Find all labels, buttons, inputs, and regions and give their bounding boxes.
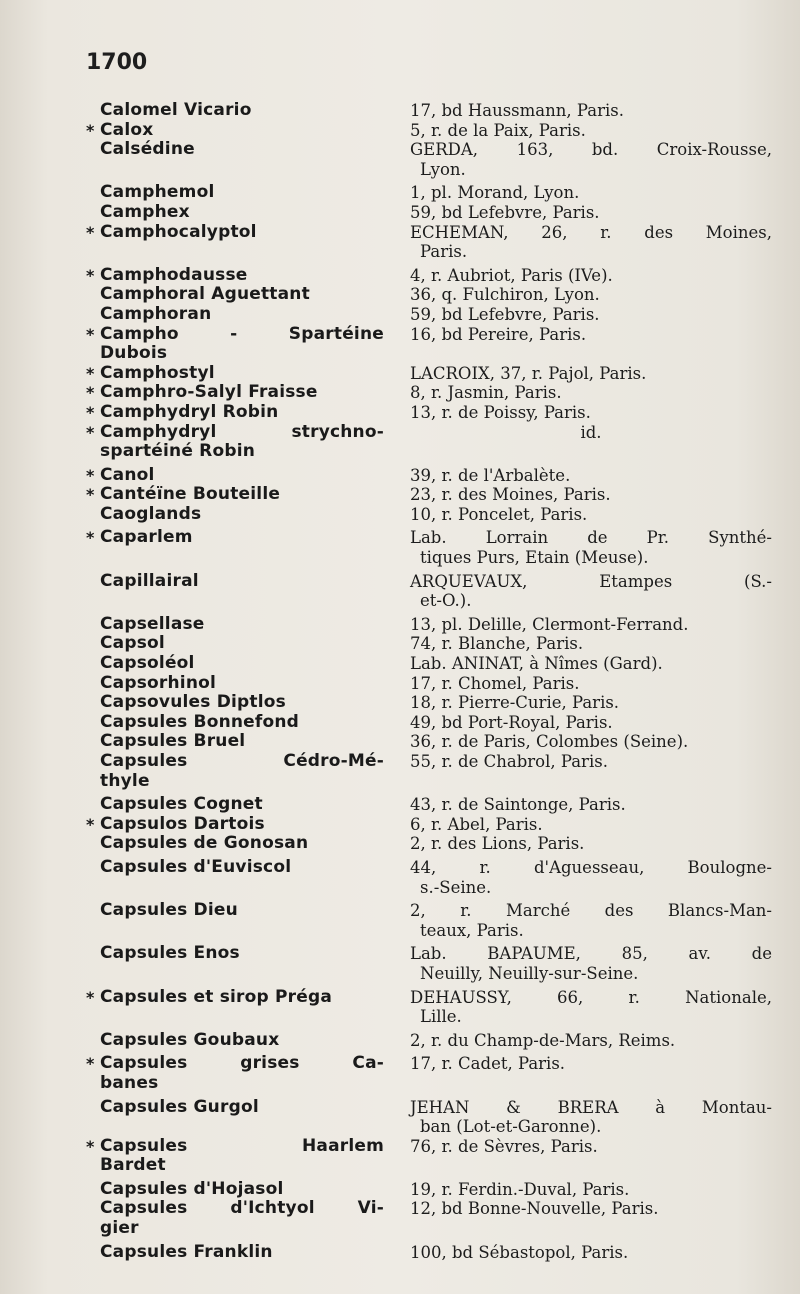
product-name-line: Capsules grises Ca- [100, 1053, 384, 1074]
product-name [84, 528, 384, 548]
address-line: LACROIX, 37, r. Pajol, Paris. [410, 363, 647, 383]
address [410, 732, 772, 752]
address-line: s.-Seine. [420, 877, 492, 897]
address [410, 285, 772, 305]
product-name-line: Camphodausse [100, 264, 248, 285]
address [410, 423, 772, 443]
address [410, 752, 772, 772]
product-name-line: Capsules de Gonosan [100, 833, 309, 854]
directory-entry [84, 1054, 774, 1093]
address-line: Lab. Lorrain de Pr. Synthé- [410, 528, 772, 548]
product-name [84, 1137, 384, 1176]
directory-entry [84, 572, 774, 611]
product-name-line: Camphex [100, 201, 190, 222]
product-name [84, 1054, 384, 1093]
address [410, 364, 772, 384]
product-name [84, 634, 384, 654]
address-line: Paris. [420, 242, 468, 262]
address-line: 76, r. de Sèvres, Paris. [410, 1136, 598, 1156]
asterisk-marker: * [86, 363, 95, 383]
address-line: 2, r. Marché des Blancs-Man- [410, 901, 772, 921]
product-name-line: Caparlem [100, 527, 193, 548]
asterisk-marker: * [86, 1136, 95, 1156]
directory-entry [84, 713, 774, 733]
product-name-line: Capsules Bonnefond [100, 711, 300, 732]
product-name-line: Calsédine [100, 139, 195, 160]
product-name [84, 403, 384, 423]
address-line: ARQUEVAUX, Etampes (S.- [410, 571, 772, 591]
product-name-line: Capsorhinol [100, 672, 217, 693]
directory-entry [84, 834, 774, 854]
asterisk-marker: * [86, 465, 95, 485]
address [410, 901, 772, 940]
directory-entry [84, 1098, 774, 1137]
product-name [84, 1031, 384, 1051]
address-line: 8, r. Jasmin, Paris. [410, 383, 562, 403]
product-name-line: Camphostyl [100, 362, 215, 383]
product-name [84, 572, 384, 592]
directory-entry [84, 1199, 774, 1238]
product-name [84, 383, 384, 403]
address-line: 55, r. de Chabrol, Paris. [410, 752, 608, 771]
directory-entry [84, 815, 774, 835]
directory-entry [84, 423, 774, 462]
product-name-line: Capsules Haarlem [100, 1135, 384, 1156]
address-line: Lyon. [420, 159, 466, 179]
address-line: id. [580, 422, 602, 442]
product-name [84, 121, 384, 141]
product-name-line: Dubois [100, 343, 168, 364]
product-name [84, 944, 384, 964]
address [410, 528, 772, 567]
address-line: GERDA, 163, bd. Croix-Rousse, [410, 140, 772, 160]
directory-entry [84, 505, 774, 525]
product-name-line: Camphoran [100, 303, 212, 324]
address-line: 12, bd Bonne-Nouvelle, Paris. [410, 1199, 659, 1219]
asterisk-marker: * [86, 222, 95, 242]
address [410, 615, 772, 635]
address-line: 2, r. du Champ-de-Mars, Reims. [410, 1030, 676, 1050]
product-name [84, 654, 384, 674]
address-line: 44, r. d'Aguesseau, Boulogne- [410, 857, 772, 877]
address [410, 466, 772, 486]
address-line: 23, r. des Moines, Paris. [410, 485, 611, 505]
product-name-line: Capsules Franklin [100, 1241, 273, 1262]
address [410, 634, 772, 654]
address [410, 795, 772, 815]
directory-entry [84, 1180, 774, 1200]
asterisk-marker: * [86, 402, 95, 422]
product-name-line: Capsules d'Ichtyol Vi- [100, 1198, 384, 1219]
directory-entry [84, 858, 774, 897]
address [410, 121, 772, 141]
product-name-line: Capsoléol [100, 653, 195, 674]
address [410, 674, 772, 694]
address [410, 203, 772, 223]
address-line: 4, r. Aubriot, Paris (IVe). [410, 265, 613, 285]
address [410, 1031, 772, 1051]
product-name-line: Capsules Cognet [100, 794, 263, 815]
product-name [84, 693, 384, 713]
asterisk-marker: * [86, 528, 95, 548]
product-name [84, 713, 384, 733]
product-name-line: Capsules d'Hojasol [100, 1178, 284, 1199]
product-name-line: Camphydryl strychno- [100, 421, 384, 442]
directory-entry [84, 183, 774, 203]
address-line: Lille. [420, 1007, 462, 1027]
product-name-line: Calomel Vicario [100, 100, 252, 120]
product-name-line: Capsulos Dartois [100, 813, 265, 834]
address [410, 815, 772, 835]
product-name [84, 834, 384, 854]
product-name-line: Capsules Cédro-Mé- [100, 751, 384, 771]
directory-entry [84, 364, 774, 384]
directory-entry [84, 101, 774, 121]
product-name [84, 101, 384, 121]
address-line: 1, pl. Morand, Lyon. [410, 183, 580, 203]
directory-entry [84, 266, 774, 286]
product-name-line: Canol [100, 464, 155, 485]
product-name-line: gier [100, 1218, 139, 1239]
address-line: 74, r. Blanche, Paris. [410, 634, 584, 654]
asterisk-marker: * [86, 422, 95, 442]
product-name [84, 815, 384, 835]
product-name-line: banes [100, 1072, 159, 1093]
address-line: 19, r. Ferdin.-Duval, Paris. [410, 1179, 630, 1199]
product-name [84, 485, 384, 505]
product-name-line: Capillairal [100, 570, 199, 591]
product-name [84, 1180, 384, 1200]
directory-entry [84, 1137, 774, 1176]
address [410, 403, 772, 423]
address [410, 383, 772, 403]
product-name [84, 183, 384, 203]
asterisk-marker: * [86, 987, 95, 1007]
directory-entry [84, 305, 774, 325]
directory-entry [84, 466, 774, 486]
asterisk-marker: * [86, 383, 95, 403]
address-line: 36, r. de Paris, Colombes (Seine). [410, 732, 689, 752]
product-name [84, 325, 384, 364]
asterisk-marker: * [86, 1054, 95, 1074]
address [410, 183, 772, 203]
directory-entry [84, 383, 774, 403]
product-name [84, 203, 384, 223]
directory-entry [84, 732, 774, 752]
product-name-line: Capsellase [100, 613, 205, 634]
address-line: et-O.). [420, 591, 472, 611]
directory-entry [84, 528, 774, 567]
address-line: DEHAUSSY, 66, r. Nationale, [410, 987, 772, 1007]
product-name-line: Camphoral Aguettant [100, 284, 310, 305]
directory-entry [84, 1031, 774, 1051]
directory-entry [84, 901, 774, 940]
asterisk-marker: * [86, 120, 95, 140]
address [410, 944, 772, 983]
directory-entry [84, 485, 774, 505]
address-line: ECHEMAN, 26, r. des Moines, [410, 222, 772, 242]
address-line: 10, r. Poncelet, Paris. [410, 504, 588, 524]
address [410, 140, 772, 179]
product-name-line: Capsules d'Euviscol [100, 856, 292, 877]
product-name [84, 266, 384, 286]
address-line: 100, bd Sébastopol, Paris. [410, 1242, 629, 1262]
directory-entry [84, 285, 774, 305]
address-line: 2, r. des Lions, Paris. [410, 834, 585, 854]
product-name [84, 364, 384, 384]
product-name [84, 223, 384, 243]
address [410, 1054, 772, 1074]
product-name-line: Bardet [100, 1155, 166, 1176]
asterisk-marker: * [86, 265, 95, 285]
address [410, 1180, 772, 1200]
product-name [84, 901, 384, 921]
product-name-line: spartéiné Robin [100, 441, 256, 462]
address-line: tiques Purs, Etain (Meuse). [420, 548, 649, 568]
product-name-line: Capsules Goubaux [100, 1029, 280, 1050]
directory-entry [84, 1243, 774, 1263]
directory-entry [84, 944, 774, 983]
address-line: 39, r. de l'Arbalète. [410, 465, 571, 485]
product-name [84, 140, 384, 160]
directory-entry [84, 674, 774, 694]
product-name-line: Camphydryl Robin [100, 401, 279, 422]
address-line: teaux, Paris. [420, 920, 524, 940]
address-line: Lab. ANINAT, à Nîmes (Gard). [410, 654, 663, 674]
product-name [84, 285, 384, 305]
address [410, 1137, 772, 1157]
address [410, 988, 772, 1027]
address [410, 223, 772, 262]
address [410, 1098, 772, 1137]
address-line: Lab. BAPAUME, 85, av. de [410, 944, 772, 964]
product-name-line: Camphemol [100, 182, 215, 203]
address [410, 572, 772, 611]
address [410, 485, 772, 505]
address-line: 13, r. de Poissy, Paris. [410, 402, 591, 422]
product-name-line: Capsules Gurgol [100, 1096, 259, 1117]
address [410, 325, 772, 345]
product-name [84, 466, 384, 486]
address-line: 13, pl. Delille, Clermont-Ferrand. [410, 614, 689, 634]
directory-entry [84, 615, 774, 635]
product-name [84, 505, 384, 525]
page-number: 1700 [86, 50, 148, 75]
product-name [84, 615, 384, 635]
address-line: 6, r. Abel, Paris. [410, 814, 543, 834]
directory-entry [84, 403, 774, 423]
product-name-line: Cantéïne Bouteille [100, 484, 281, 505]
product-name [84, 988, 384, 1008]
directory-entry [84, 654, 774, 674]
product-name-line: Capsules et sirop Préga [100, 986, 333, 1007]
address-line: 17, bd Haussmann, Paris. [410, 101, 624, 120]
address-line: ban (Lot-et-Garonne). [420, 1117, 602, 1137]
address-line: 49, bd Port-Royal, Paris. [410, 712, 613, 732]
address-line: Neuilly, Neuilly-sur-Seine. [420, 963, 639, 983]
product-name-line: thyle [100, 770, 150, 791]
product-name [84, 752, 384, 791]
address-line: 36, q. Fulchiron, Lyon. [410, 285, 600, 305]
product-name-line: Capsovules Diptlos [100, 692, 286, 713]
entry-list [84, 101, 774, 1262]
address-line: 5, r. de la Paix, Paris. [410, 120, 586, 140]
address-line: 16, bd Pereire, Paris. [410, 324, 587, 344]
address-line: JEHAN & BRERA à Montau- [410, 1097, 772, 1117]
asterisk-marker: * [86, 485, 95, 505]
address [410, 713, 772, 733]
directory-entry [84, 752, 774, 791]
address [410, 266, 772, 286]
asterisk-marker: * [86, 324, 95, 344]
address [410, 834, 772, 854]
product-name-line: Capsules Bruel [100, 731, 246, 752]
product-name [84, 1199, 384, 1238]
product-name-line: Calox [100, 119, 154, 140]
address-line: 43, r. de Saintonge, Paris. [410, 795, 626, 815]
product-name [84, 795, 384, 815]
address [410, 654, 772, 674]
address [410, 505, 772, 525]
address-line: 18, r. Pierre-Curie, Paris. [410, 693, 620, 713]
address-line: 17, r. Cadet, Paris. [410, 1054, 566, 1074]
directory-entry [84, 988, 774, 1027]
directory-entry [84, 203, 774, 223]
product-name-line: Capsol [100, 633, 165, 654]
address [410, 1243, 772, 1263]
asterisk-marker: * [86, 814, 95, 834]
product-name-line: Campho - Spartéine [100, 323, 384, 344]
product-name-line: Capsules Enos [100, 943, 240, 964]
directory-entry [84, 325, 774, 364]
directory-entry [84, 121, 774, 141]
address [410, 305, 772, 325]
product-name [84, 858, 384, 878]
product-name [84, 423, 384, 462]
directory-entry [84, 693, 774, 713]
directory-entry [84, 223, 774, 262]
directory-entry [84, 634, 774, 654]
product-name-line: Camphocalyptol [100, 221, 257, 242]
address [410, 101, 772, 121]
address [410, 1199, 772, 1219]
address [410, 858, 772, 897]
product-name [84, 674, 384, 694]
address-line: 59, bd Lefebvre, Paris. [410, 304, 600, 324]
product-name [84, 732, 384, 752]
product-name [84, 1243, 384, 1263]
directory-entry [84, 140, 774, 179]
product-name [84, 305, 384, 325]
product-name [84, 1098, 384, 1118]
directory-entry [84, 795, 774, 815]
address [410, 693, 772, 713]
product-name-line: Capsules Dieu [100, 900, 238, 921]
product-name-line: Camphro-Salyl Fraisse [100, 382, 318, 403]
address-line: 17, r. Chomel, Paris. [410, 673, 580, 693]
address-line: 59, bd Lefebvre, Paris. [410, 202, 600, 222]
product-name-line: Caoglands [100, 503, 202, 524]
